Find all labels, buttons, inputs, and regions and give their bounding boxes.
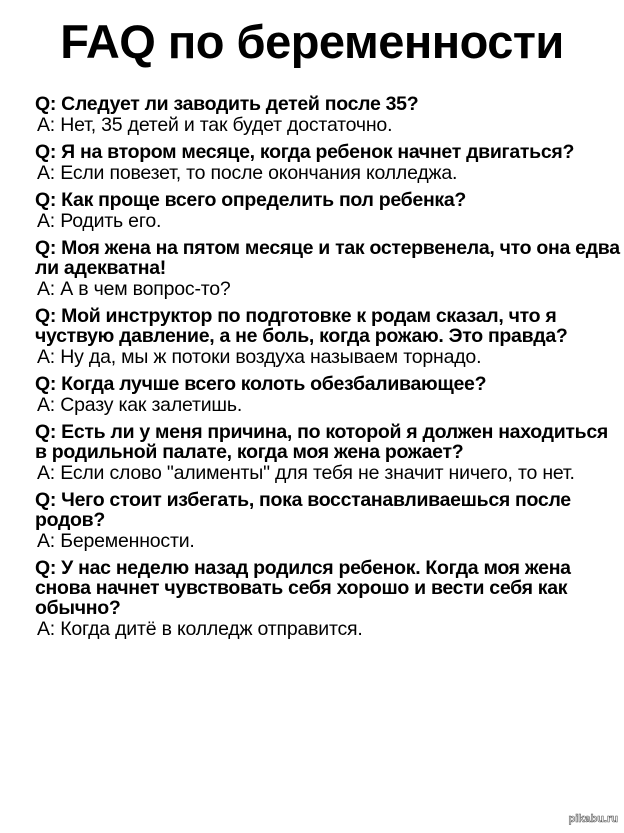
faq-item	[35, 490, 620, 552]
faq-item	[35, 306, 620, 368]
faq-answer: A: Сразу как залетишь.	[37, 394, 243, 416]
faq-item	[35, 558, 620, 640]
faq-answer: A: Ну да, мы ж потоки воздуха называем торнадо.	[37, 346, 482, 368]
page-title: FAQ по беременности	[60, 15, 564, 68]
faq-question: Q: Как проще всего определить пол ребенка?	[35, 189, 467, 211]
faq-answer: A: Нет, 35 детей и так будет достаточно.	[37, 114, 393, 136]
faq-question: Q: Когда лучше всего колоть обезбаливающее?	[35, 373, 487, 395]
faq-question: Q: Моя жена на пятом месяце и так остервенела, что она едва ли адекватна!	[35, 237, 620, 279]
faq-answer: A: Беременности.	[37, 530, 195, 552]
faq-item	[35, 190, 620, 232]
faq-answer: A: Когда дитё в колледж отправится.	[37, 618, 363, 640]
faq-list	[35, 94, 620, 646]
faq-answer: A: Если повезет, то после окончания колледжа.	[37, 162, 458, 184]
faq-item	[35, 374, 620, 416]
faq-question: Q: Чего стоит избегать, пока восстанавливаешься после родов?	[35, 489, 571, 531]
faq-answer: A: Родить его.	[37, 210, 162, 232]
faq-item	[35, 422, 620, 484]
faq-answer: A: Если слово "алименты" для тебя не значит ничего, то нет.	[37, 462, 575, 484]
faq-item	[35, 238, 620, 300]
faq-question: Q: Следует ли заводить детей после 35?	[35, 93, 419, 115]
faq-question: Q: Я на втором месяце, когда ребенок начнет двигаться?	[35, 141, 575, 163]
faq-question: Q: Есть ли у меня причина, по которой я должен находиться в родильной палате, когда моя жена рожает?	[35, 421, 608, 463]
watermark: pikabu.ru	[568, 813, 618, 825]
faq-answer: A: А в чем вопрос-то?	[37, 278, 231, 300]
faq-item	[35, 94, 620, 136]
faq-item	[35, 142, 620, 184]
faq-question: Q: У нас неделю назад родился ребенок. Когда моя жена снова начнет чувствовать себя хорошо и вести себя как обычно?	[35, 557, 571, 619]
faq-question: Q: Мой инструктор по подготовке к родам сказал, что я чуствую давление, а не боль, когда рожаю. Это правда?	[35, 305, 568, 347]
